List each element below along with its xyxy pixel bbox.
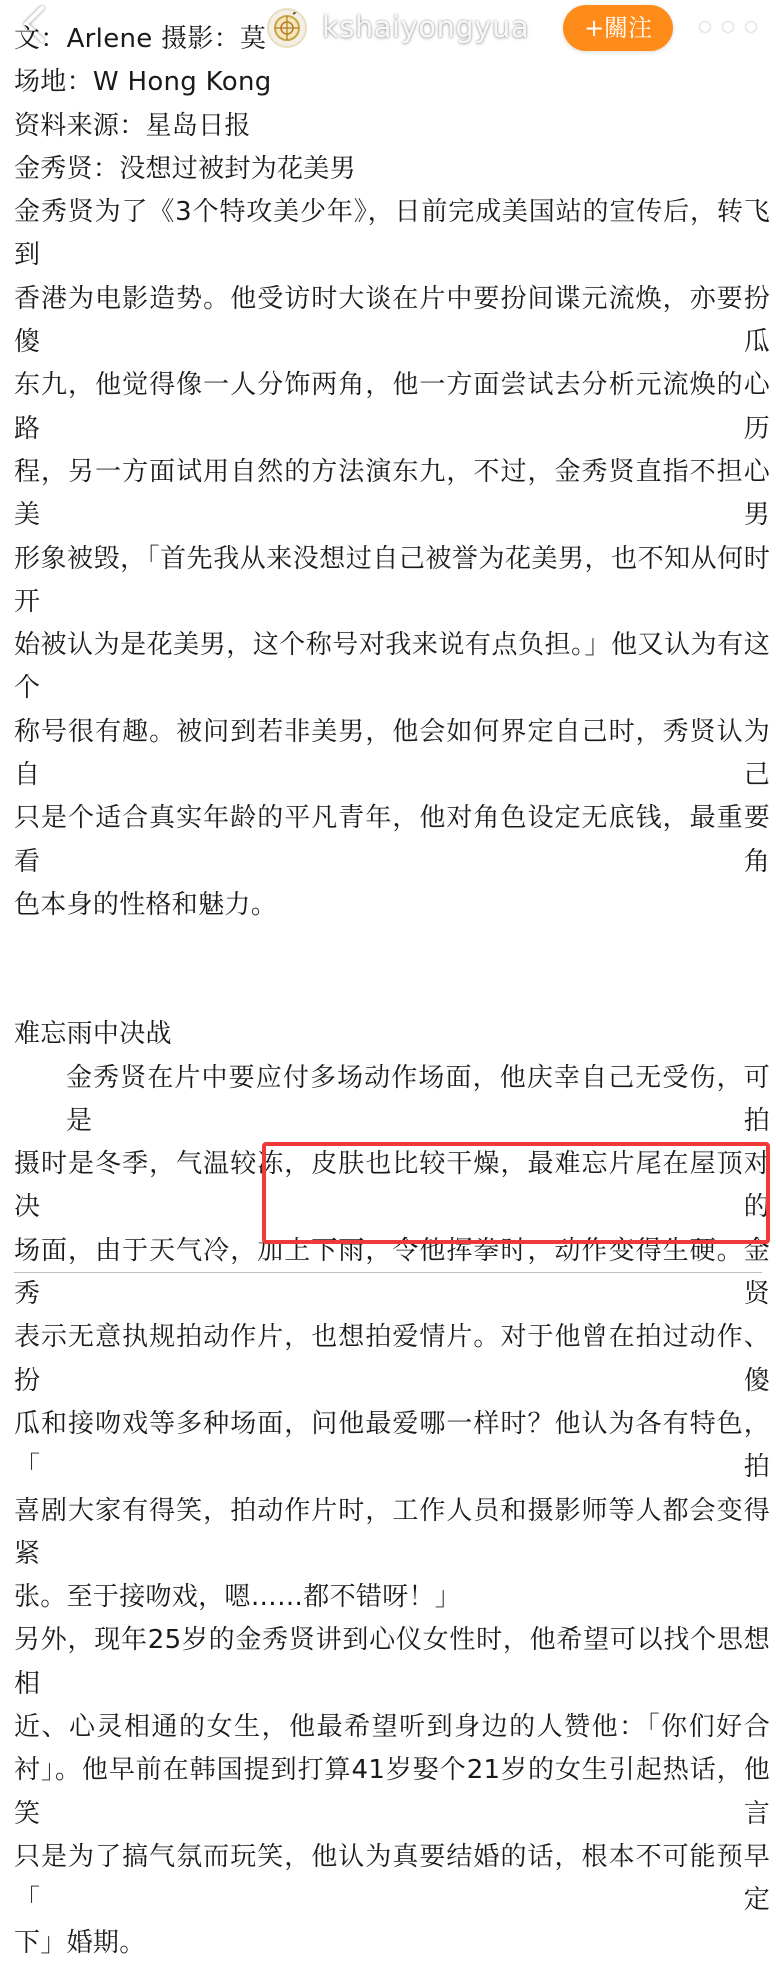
paragraph-line: 东九，他觉得像一人分饰两角，他一方面尝试去分析元流焕的心路历 bbox=[14, 370, 770, 444]
venue-line: 场地：W Hong Kong bbox=[14, 67, 272, 98]
credit-line: 文：Arlene 摄影：莫 bbox=[14, 24, 267, 54]
article-headline: 金秀贤：没想过被封为花美男 bbox=[14, 153, 356, 184]
paragraph-line: 金秀贤为了《3个特攻美少年》，日前完成美国站的宣传后，转飞到 bbox=[14, 197, 770, 271]
paragraph-line: 衬」。他早前在韩国提到打算41岁娶个21岁的女生引起热话，他笑言 bbox=[14, 1755, 770, 1829]
paragraph-line: 张。至于接吻戏，嗯……都不错呀！」 bbox=[14, 1582, 462, 1613]
follow-button[interactable]: +關注 bbox=[563, 5, 673, 51]
paragraph-line: 近、心灵相通的女生，他最希望听到身边的人赞他：「你们好合 bbox=[14, 1711, 770, 1742]
username-label[interactable]: kshaiyongyua bbox=[322, 10, 530, 44]
paragraph-line: 始被认为是花美男，这个称号对我来说有点负担。」他又认为有这个 bbox=[14, 630, 770, 704]
paragraph-line: 程，另一方面试用自然的方法演东九，不过，金秀贤直指不担心美男 bbox=[14, 456, 770, 531]
bottom-divider bbox=[14, 1272, 762, 1273]
paragraph-line: 摄时是冬季，气温较冻，皮肤也比较干燥，最难忘片尾在屋顶对决的 bbox=[14, 1149, 770, 1223]
paragraph-line: 形象被毁，「首先我从来没想过自己被誉为花美男，也不知从何时开 bbox=[14, 543, 770, 617]
paragraph-line: 表示无意执规拍动作片，也想拍爱情片。对于他曾在拍过动作、扮傻 bbox=[14, 1322, 770, 1396]
highlight-annotation-box bbox=[262, 1142, 770, 1244]
paragraph-line: 称号很有趣。被问到若非美男，他会如何界定自己时，秀贤认为自己 bbox=[14, 716, 770, 791]
paragraph-line: 瓜和接吻戏等多种场面，问他最爱哪一样时？他认为各有特色，「拍 bbox=[14, 1408, 770, 1483]
paragraph-3 bbox=[14, 1619, 770, 1965]
paragraph-line: 金秀贤在片中要应付多场动作场面，他庆幸自己无受伤，可是拍 bbox=[66, 1062, 770, 1136]
paragraph-line: 喜剧大家有得笑，拍动作片时，工作人员和摄影师等人都会变得紧 bbox=[14, 1495, 770, 1569]
article-body bbox=[14, 18, 770, 1966]
paragraph-line: 另外，现年25岁的金秀贤讲到心仪女性时，他希望可以找个思想相 bbox=[14, 1625, 770, 1699]
paragraph-line: 下」婚期。 bbox=[14, 1928, 146, 1959]
paragraph-line: 只是个适合真实年龄的平凡青年，他对角色设定无底钱，最重要看角 bbox=[14, 803, 770, 877]
paragraph-2 bbox=[14, 1057, 770, 1620]
paragraph-line: 只是为了搞气氛而玩笑，他认为真要结婚的话，根本不可能预早「定 bbox=[14, 1841, 770, 1916]
paragraph-line: 香港为电影造势。他受访时大谈在片中要扮间谍元流焕，亦要扮傻瓜 bbox=[14, 283, 770, 358]
paragraph-line: 场面，由于天气冷，加上下雨，令他挥拳时，动作变得生硬。金秀贤 bbox=[14, 1235, 770, 1310]
source-line: 资料来源：星岛日报 bbox=[14, 110, 251, 141]
paragraph-1 bbox=[14, 191, 770, 927]
paragraph-line: 色本身的性格和魅力。 bbox=[14, 889, 278, 920]
section-title: 难忘雨中决战 bbox=[14, 1019, 172, 1050]
section-gap bbox=[14, 927, 770, 1013]
